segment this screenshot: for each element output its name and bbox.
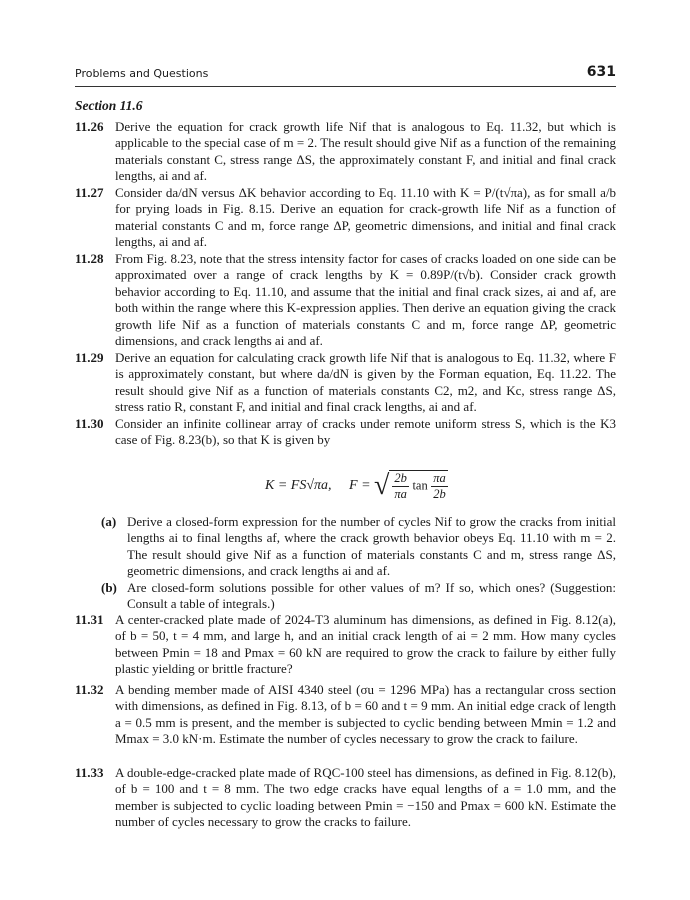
problem-text: Consider da/dN versus ΔK behavior according to Eq. 11.10 with K = P/(t√πa), as for small a/b for prying loads in Fig. 8.15. Derive an equation for crack-growth life Nif as a function of material constants C and m, force range ΔP, geometric dimensions, and initial and final crack lengths, ai and af. xyxy=(115,185,616,250)
running-title: Problems and Questions xyxy=(75,67,209,80)
problem-number: 11.27 xyxy=(75,185,104,200)
page-header xyxy=(75,64,616,87)
problem-11-31 xyxy=(75,612,616,678)
problem-number: 11.30 xyxy=(75,416,104,431)
problem-11-30-parts xyxy=(75,514,616,612)
problem-number: 11.33 xyxy=(75,765,104,780)
part-b xyxy=(101,579,616,613)
problem-text: Derive an equation for calculating crack growth life Nif that is analogous to Eq. 11.32, where F is approximately constant, but where da/dN is given by the Forman equation, Eq. 11.22. The result should give Nif as a function of materials constants C2, m2, and Kc, stress range ΔS, stress ratio R, constant F, and initial and final crack lengths, ai and af. xyxy=(115,350,616,415)
part-text: Derive a closed-form expression for the number of cycles Nif to grow the cracks from initial lengths ai to final lengths af, where the crack growth behavior obeys Eq. 11.10 with m = 2. The result should give Nif as a function of materials constants C and m, stress range ΔS, geometric dimensions, and crack lengths ai and af. xyxy=(127,514,616,579)
problem-11-28 xyxy=(75,251,616,349)
problem-text: A bending member made of AISI 4340 steel (σu = 1296 MPa) has a rectangular cross section with dimensions, as defined in Fig. 8.13, of b = 60 and t = 9 mm. An initial edge crack of length a = 0.5 mm is present, and the member is subjected to cyclic bending between Mmin = 1.2 and Mmax = 3.0 kN·m. Estimate the number of cycles necessary to grow the crack to failure. xyxy=(115,682,616,747)
part-a xyxy=(101,514,616,580)
part-label: (a) xyxy=(101,514,117,529)
part-text: Are closed-form solutions possible for other values of m? If so, which ones? (Suggestion: Consult a table of integrals.) xyxy=(127,579,616,612)
equation-11-30 xyxy=(75,462,616,508)
problem-text: A double-edge-cracked plate made of RQC-100 steel has dimensions, as defined in Fig. 8.12(b), of b = 100 and t = 8 mm. The two edge cracks have equal lengths of a = 1.0 mm, and the member is subjected to cyclic loading between Pmin = −150 and Pmax = 600 kN. Estimate the number of cycles necessary to grow the cracks to failure. xyxy=(115,765,616,830)
problem-text: Consider an infinite collinear array of cracks under remote uniform stress S, which is the K3 case of Fig. 8.23(b), so that K is given by xyxy=(115,416,616,448)
problem-text: A center-cracked plate made of 2024-T3 aluminum has dimensions, as defined in Fig. 8.12(a), of b = 50, t = 4 mm, and large h, and an initial crack length of ai = 2 mm. How many cycles between Pmin = 18 and Pmax = 60 kN are required to grow the crack to failure by either fully plastic yielding or brittle fracture? xyxy=(115,612,616,677)
tan-operator: tan xyxy=(412,478,428,493)
problem-11-26 xyxy=(75,119,616,185)
problem-11-29 xyxy=(75,350,616,416)
problem-number: 11.31 xyxy=(75,612,104,627)
equation-f-lhs: F = xyxy=(349,478,371,494)
part-label: (b) xyxy=(101,579,117,595)
problem-11-30 xyxy=(75,416,616,449)
problem-text: From Fig. 8.23, note that the stress intensity factor for cases of cracks loaded on one side can be approximated over a range of crack lengths by K = 0.89P/(t√b). Consider crack growth behavior according to Eq. 11.10, and assume that the initial and final crack sizes, ai and af, are both within the range where this K-expression applies. Then derive an equation giving the crack growth life Nif as a function of materials constants C and m, force range ΔP, geometric dimensions, and crack lengths ai and af. xyxy=(115,251,616,349)
problem-number: 11.26 xyxy=(75,119,104,134)
problem-11-27 xyxy=(75,185,616,251)
fraction-2b-over-pia: $\frac{2b}{\pi a}$ xyxy=(394,471,407,501)
page-number: 631 xyxy=(586,64,616,80)
problem-11-33 xyxy=(75,765,616,831)
equation-k: K = FS√πa, xyxy=(265,478,332,494)
radicand xyxy=(389,470,447,502)
problem-number: 11.29 xyxy=(75,350,104,365)
fraction-pia-over-2b: $\frac{\pi a}{2b}$ xyxy=(433,471,446,501)
problem-text: Derive the equation for crack growth life Nif that is analogous to Eq. 11.32, but which is applicable to the special case of m = 2. The result should give Nif as a function of the remaining materials constant C, stress range ΔS, the approximately constant F, and initial and final crack lengths, ai and af. xyxy=(115,119,616,184)
problem-11-32 xyxy=(75,682,616,748)
section-title: Section 11.6 xyxy=(75,98,143,113)
sqrt-icon: √ xyxy=(374,470,390,501)
problem-number: 11.28 xyxy=(75,251,104,266)
problem-number: 11.32 xyxy=(75,682,104,697)
